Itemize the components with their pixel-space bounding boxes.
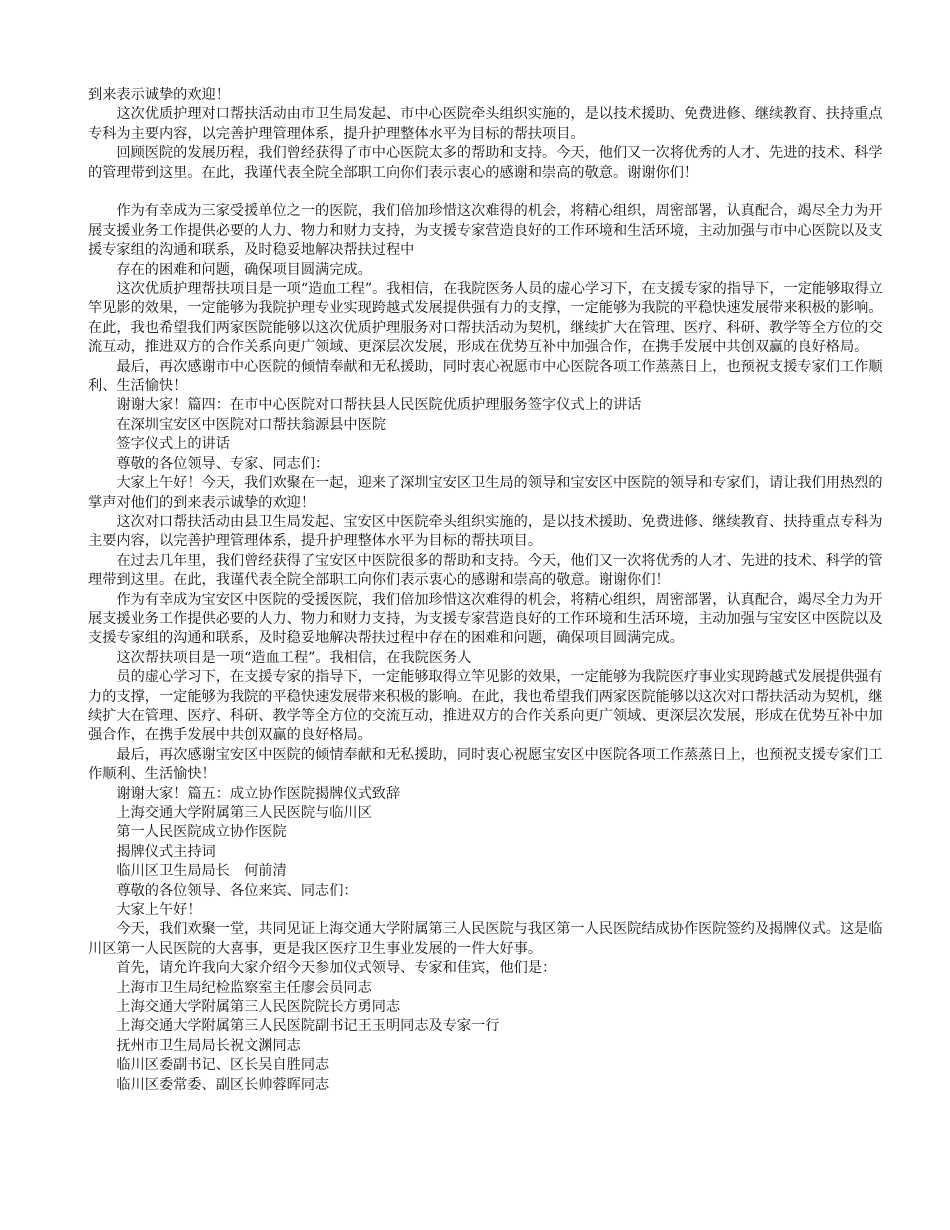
paragraph: 上海交通大学附属第三人民医院与临川区	[116, 805, 372, 822]
paragraph: 首先，请允许我向大家介绍今天参加仪式领导、专家和佳宾，他们是：	[116, 960, 557, 977]
paragraph: 今天，我们欢聚一堂，共同见证上海交通大学附属第三人民医院与我区第一人民医院结成协作医院签约及揭牌仪式。这是临川区第一人民医院的大喜事，更是我区医疗卫生事业发展的一件大好事。	[88, 921, 883, 957]
paragraph: 到来表示诚挚的欢迎！	[88, 87, 230, 103]
paragraph: 谢谢大家！篇四：在市中心医院对口帮扶县人民医院优质护理服务签字仪式上的讲话	[116, 397, 642, 414]
paragraph: 第一人民医院成立协作医院	[116, 824, 287, 841]
paragraph: 作为有幸成为宝安区中医院的受援医院，我们倍加珍惜这次难得的机会，将精心组织，周密部署，认真配合，竭尽全力为开展支援业务工作提供必要的人力、物力和财力支持，为支援专家营造良好的工作环境和生活环境，主动加强与宝安区中医院以及支援专家组的沟通和联系，及时稳妥地解决帮扶过程中存在的困难和问题，确保项目圆满完成。	[88, 591, 883, 647]
paragraph: 大家上午好！今天，我们欢聚在一起，迎来了深圳宝安区卫生局的领导和宝安区中医院的领导和专家们，请让我们用热烈的掌声对他们的到来表示诚挚的欢迎！	[88, 475, 883, 511]
paragraph: 上海交通大学附属第三人民医院副书记王玉明同志及专家一行	[116, 1018, 500, 1035]
paragraph: 最后，再次感谢宝安区中医院的倾情奉献和无私援助，同时衷心祝愿宝安区中医院各项工作蒸蒸日上，也预祝支援专家们工作顺利、生活愉快！	[88, 746, 883, 783]
paragraph: 最后，再次感谢市中心医院的倾情奉献和无私援助，同时衷心祝愿市中心医院各项工作蒸蒸日上，也预祝支援专家们工作顺利、生活愉快！	[88, 358, 883, 395]
paragraph: 这次优质护理对口帮扶活动由市卫生局发起、市中心医院牵头组织实施的，是以技术援助、免费进修、继续教育、扶持重点专科为主要内容，以完善护理管理体系，提升护理整体水平为目标的帮扶项目。	[88, 106, 883, 142]
paragraph: 员的虚心学习下，在支援专家的指导下，一定能够取得立竿见影的效果，一定能够为我院医疗事业实现跨越式发展提供强有力的支撑，一定能够为我院的平稳快速发展带来积极的影响。在此，我也希望我们两家医院能够以这次对口帮扶活动为契机，继续扩大在管理、医疗、科研、教学等全方位的交流互动，推进双方的合作关系向更广领域、更深层次发展，形成在优势互补中加强合作，在携手发展中共创双赢的良好格局。	[88, 669, 883, 744]
paragraph: 上海市卫生局纪检监察室主任廖会员同志	[116, 979, 372, 996]
paragraph: 签字仪式上的讲话	[116, 436, 230, 453]
paragraph: 临川区委副书记、区长吴自胜同志	[116, 1057, 330, 1074]
paragraph: 存在的困难和问题，确保项目圆满完成。	[116, 261, 372, 278]
paragraph: 大家上午好！	[116, 902, 202, 919]
document-body	[88, 86, 890, 1095]
paragraph: 这次帮扶项目是一项“造血工程”。我相信，在我院医务人	[116, 649, 472, 666]
paragraph: 临川区委常委、副区长帅蓉晖同志	[116, 1076, 330, 1093]
paragraph: 这次对口帮扶活动由县卫生局发起、宝安区中医院牵头组织实施的，是以技术援助、免费进修、继续教育、扶持重点专科为主要内容，以完善护理管理体系，提升护理整体水平为目标的帮扶项目。	[88, 513, 883, 550]
paragraph: 抚州市卫生局局长祝文渊同志	[116, 1037, 301, 1054]
paragraph: 尊敬的各位领导、专家、同志们：	[116, 455, 330, 472]
blank-line	[88, 183, 890, 202]
paragraph: 在深圳宝安区中医院对口帮扶翁源县中医院	[116, 416, 386, 433]
paragraph: 上海交通大学附属第三人民医院院长方勇同志	[116, 999, 401, 1016]
paragraph: 这次优质护理帮扶项目是一项“造血工程”。我相信，在我院医务人员的虚心学习下，在支援专家的指导下，一定能够取得立竿见影的效果，一定能够为我院护理专业实现跨越式发展提供强有力的支撑，一定能够为我院的平稳快速发展带来积极的影响。在此，我也希望我们两家医院能够以这次优质护理服务对口帮扶活动为契机，继续扩大在管理、医疗、科研、教学等全方位的交流互动，推进双方的合作关系向更广领域、更深层次发展，形成在优势互补中加强合作，在携手发展中共创双赢的良好格局。	[88, 281, 883, 356]
paragraph: 作为有幸成为三家受援单位之一的医院，我们倍加珍惜这次难得的机会，将精心组织，周密部署，认真配合，竭尽全力为开展支援业务工作提供必要的人力、物力和财力支持，为支援专家营造良好的工作环境和生活环境，主动加强与市中心医院以及支援专家组的沟通和联系，及时稳妥地解决帮扶过程中	[88, 203, 883, 259]
paragraph: 临川区卫生局局长 何前清	[116, 863, 287, 880]
paragraph: 在过去几年里，我们曾经获得了宝安区中医院很多的帮助和支持。今天，他们又一次将优秀的人才、先进的技术、科学的管理带到这里。在此，我谨代表全院全部职工向你们表示衷心的感谢和崇高的敬意。谢谢你们！	[88, 552, 883, 589]
paragraph: 回顾医院的发展历程，我们曾经获得了市中心医院太多的帮助和支持。今天，他们又一次将优秀的人才、先进的技术、科学的管理带到这里。在此，我谨代表全院全部职工向你们表示衷心的感谢和崇高的敬意。谢谢你们！	[88, 145, 883, 181]
paragraph: 谢谢大家！篇五：成立协作医院揭牌仪式致辞	[116, 785, 401, 802]
paragraph: 尊敬的各位领导、各位来宾、同志们：	[116, 882, 358, 899]
paragraph: 揭牌仪式主持词	[116, 843, 216, 860]
